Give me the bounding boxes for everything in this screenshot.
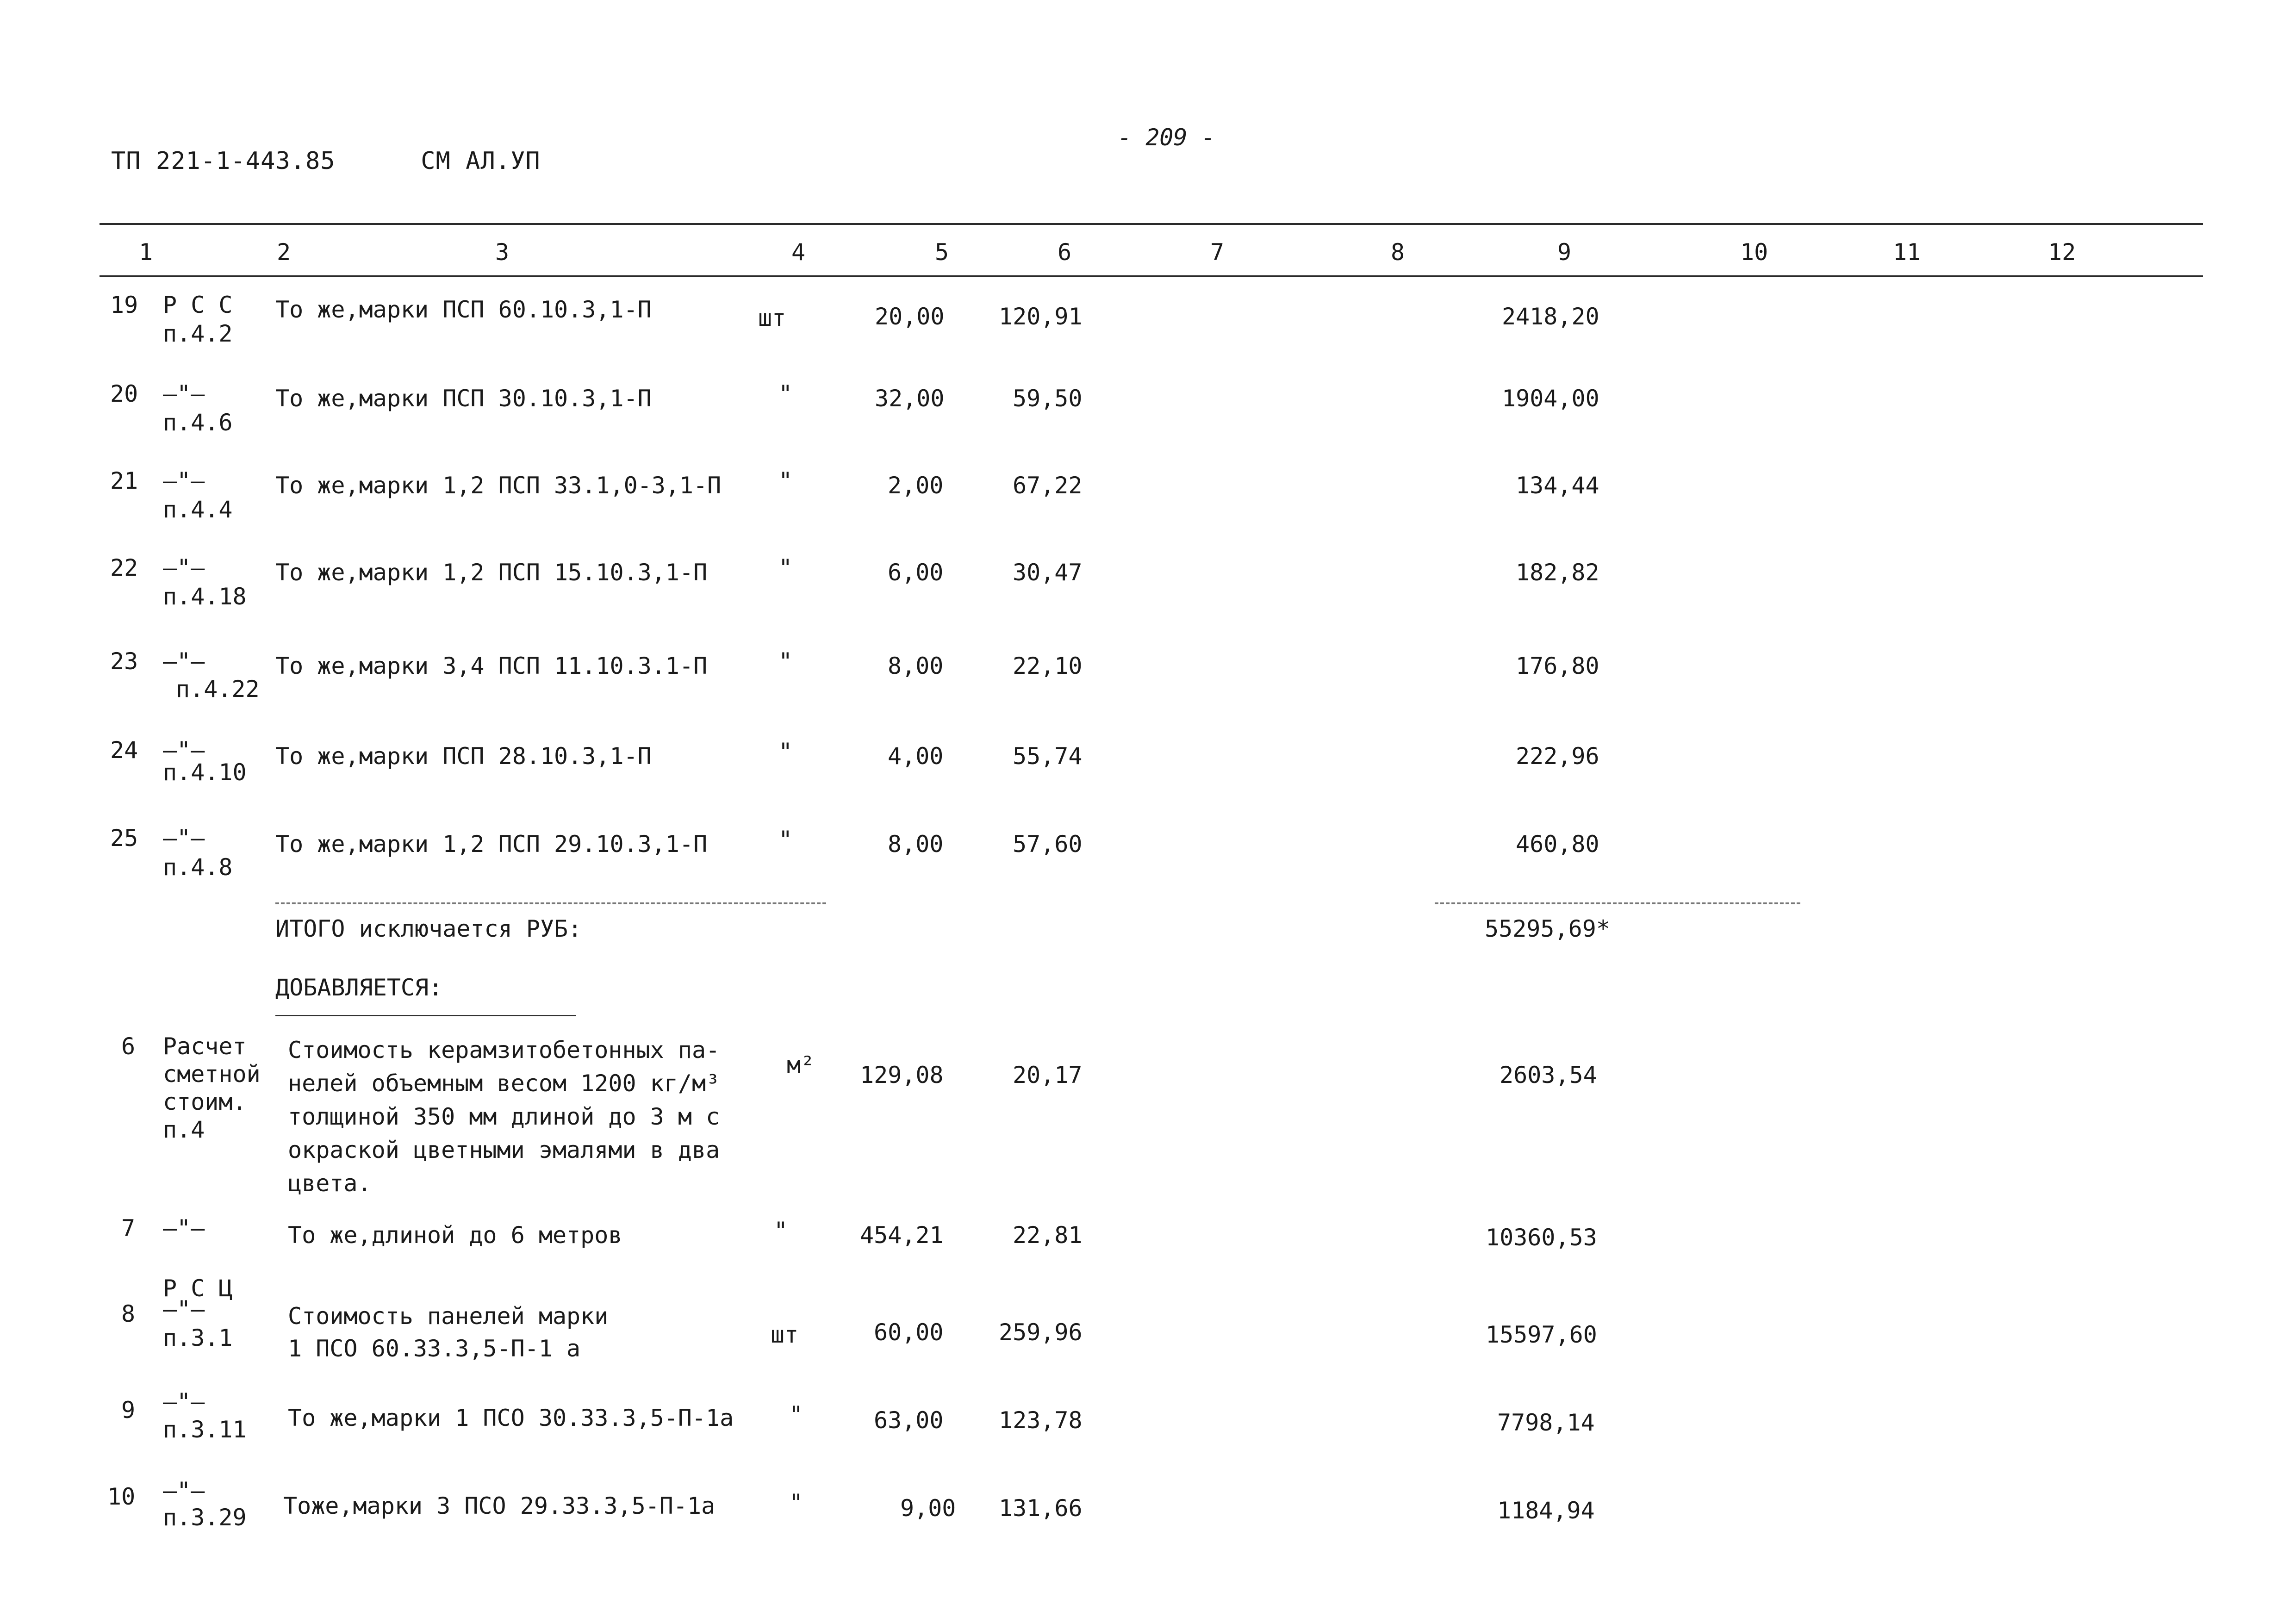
row-quantity: 4,00 — [888, 743, 944, 770]
row-description-line: окраской цветными эмалями в два — [288, 1137, 720, 1163]
table-top-rule — [100, 223, 2203, 225]
col-header-3: 3 — [495, 239, 510, 266]
row-description: То же,марки 1,2 ПСП 15.10.3,1-П — [275, 559, 708, 586]
row-unit: " — [778, 738, 793, 765]
row-price: 30,47 — [1013, 559, 1083, 586]
row-description-line: То же,марки 1 ПСО 30.33.3,5-П-1а — [288, 1405, 734, 1431]
col-header-8: 8 — [1391, 239, 1405, 266]
row-ref-item: п.4.18 — [163, 583, 247, 610]
row-price: 22,81 — [1013, 1222, 1083, 1249]
row-ref-line: —"— — [163, 1215, 205, 1242]
row-quantity: 8,00 — [888, 831, 944, 858]
row-unit: " — [778, 648, 793, 675]
row-ref-line: п.4 — [163, 1116, 205, 1143]
row-total: 2603,54 — [1500, 1062, 1597, 1088]
row-quantity: 32,00 — [875, 385, 945, 412]
row-ref: —"— — [163, 825, 205, 852]
row-total: 134,44 — [1516, 472, 1599, 499]
row-number: 21 — [110, 467, 138, 494]
row-unit: шт — [758, 305, 786, 331]
row-total: 2418,20 — [1502, 303, 1599, 330]
row-quantity: 454,21 — [860, 1222, 944, 1249]
col-header-7: 7 — [1210, 239, 1225, 266]
row-description-line: Стоимость панелей марки — [288, 1303, 609, 1330]
row-ref-line: —"— — [163, 1296, 205, 1323]
col-header-4: 4 — [791, 239, 806, 266]
row-ref-item: п.4.10 — [163, 759, 247, 786]
row-price: 20,17 — [1013, 1062, 1083, 1088]
row-ref-line: стоим. — [163, 1088, 247, 1115]
row-ref-line: п.3.1 — [163, 1325, 233, 1351]
added-section-label: ДОБАВЛЯЕТСЯ: — [275, 974, 443, 1001]
page-number: - 209 - — [1118, 124, 1215, 151]
added-label-underline — [275, 1015, 576, 1016]
row-ref-line: —"— — [163, 1388, 205, 1415]
row-total: 176,80 — [1516, 653, 1599, 679]
row-ref-item: п.4.6 — [163, 409, 233, 436]
row-total: 7798,14 — [1497, 1409, 1595, 1436]
row-ref: —"— — [163, 648, 205, 675]
col-header-1: 1 — [139, 239, 153, 266]
row-description-line: 1 ПСО 60.33.3,5-П-1 а — [288, 1335, 581, 1362]
doc-code-text: ТП 221-1-443.85 — [111, 147, 336, 175]
row-ref-line: п.3.29 — [163, 1504, 247, 1531]
row-number: 19 — [110, 292, 138, 318]
row-ref: —"— — [163, 380, 205, 407]
row-unit: шт — [771, 1321, 799, 1348]
row-description: То же,марки 1,2 ПСП 29.10.3,1-П — [275, 831, 708, 858]
row-number: 8 — [121, 1300, 136, 1327]
row-number: 6 — [121, 1033, 136, 1060]
row-ref-item: п.4.2 — [163, 320, 233, 347]
row-price: 57,60 — [1013, 831, 1083, 858]
row-price: 259,96 — [999, 1319, 1083, 1346]
row-total: 1904,00 — [1502, 385, 1599, 412]
row-quantity: 8,00 — [888, 653, 944, 679]
row-description-line: цвета. — [288, 1170, 372, 1197]
row-total: 15597,60 — [1486, 1321, 1597, 1348]
row-unit: " — [778, 380, 793, 407]
doc-section-text: СМ АЛ.УП — [421, 147, 541, 175]
row-ref: —"— — [163, 467, 205, 494]
row-unit: " — [774, 1217, 788, 1244]
row-number: 10 — [107, 1483, 136, 1510]
row-ref-line: п.3.11 — [163, 1416, 247, 1443]
row-price: 123,78 — [999, 1407, 1083, 1434]
row-quantity: 60,00 — [874, 1319, 944, 1346]
row-ref: —"— — [163, 737, 205, 764]
row-ref-line: —"— — [163, 1477, 205, 1504]
row-price: 67,22 — [1013, 472, 1083, 499]
row-ref-item: п.4.4 — [163, 496, 233, 523]
row-quantity: 6,00 — [888, 559, 944, 586]
row-unit: м² — [787, 1051, 815, 1078]
row-total: 1184,94 — [1497, 1497, 1595, 1524]
row-unit: " — [778, 554, 793, 581]
row-number: 9 — [121, 1397, 136, 1424]
row-price: 59,50 — [1013, 385, 1083, 412]
row-description: То же,марки 1,2 ПСП 33.1,0-3,1-П — [275, 472, 722, 499]
row-price: 120,91 — [999, 303, 1083, 330]
row-ref-item: п.4.22 — [176, 676, 260, 703]
row-quantity: 20,00 — [875, 303, 945, 330]
row-description-line: Тоже,марки 3 ПСО 29.33.3,5-П-1а — [283, 1492, 716, 1519]
row-unit: " — [778, 467, 793, 494]
separator-dashed-right — [1435, 902, 1800, 904]
row-price: 55,74 — [1013, 743, 1083, 770]
row-description-line: нелей объемным весом 1200 кг/м³ — [288, 1070, 720, 1097]
row-description: То же,марки ПСП 28.10.3,1-П — [275, 743, 652, 770]
row-quantity: 63,00 — [874, 1407, 944, 1434]
row-total: 222,96 — [1516, 743, 1599, 770]
row-unit: " — [789, 1401, 803, 1428]
row-number: 25 — [110, 825, 138, 852]
row-total: 182,82 — [1516, 559, 1599, 586]
row-ref-line: сметной — [163, 1061, 261, 1088]
row-description: То же,марки 3,4 ПСП 11.10.3.1-П — [275, 653, 708, 679]
table-header-rule — [100, 275, 2203, 277]
row-quantity: 129,08 — [860, 1062, 944, 1088]
total-excluded-label: ИТОГО исключается РУБ: — [275, 915, 582, 942]
col-header-5: 5 — [935, 239, 949, 266]
row-total: 460,80 — [1516, 831, 1599, 858]
col-header-6: 6 — [1058, 239, 1072, 266]
row-unit: " — [778, 826, 793, 853]
row-price: 22,10 — [1013, 653, 1083, 679]
row-description: То же,марки ПСП 60.10.3,1-П — [275, 296, 652, 323]
row-quantity: 9,00 — [900, 1495, 956, 1522]
row-unit: " — [789, 1489, 803, 1516]
row-description-line: Стоимость керамзитобетонных па- — [288, 1037, 720, 1063]
col-header-11: 11 — [1893, 239, 1921, 266]
row-number: 23 — [110, 648, 138, 675]
document-code — [111, 147, 541, 175]
col-header-9: 9 — [1557, 239, 1572, 266]
row-description-line: То же,длиной до 6 метров — [288, 1222, 622, 1249]
total-excluded-value: 55295,69* — [1485, 915, 1610, 942]
row-ref: —"— — [163, 554, 205, 581]
row-ref-line: Р С Ц — [163, 1275, 233, 1302]
row-number: 20 — [110, 380, 138, 407]
separator-dashed-left — [275, 902, 826, 904]
row-quantity: 2,00 — [888, 472, 944, 499]
row-number: 7 — [121, 1215, 136, 1242]
row-ref-item: п.4.8 — [163, 854, 233, 881]
col-header-12: 12 — [2048, 239, 2076, 266]
row-total: 10360,53 — [1486, 1224, 1597, 1251]
row-price: 131,66 — [999, 1495, 1083, 1522]
row-ref: Р С С — [163, 292, 233, 318]
row-description-line: толщиной 350 мм длиной до 3 м с — [288, 1103, 720, 1130]
col-header-2: 2 — [277, 239, 291, 266]
row-description: То же,марки ПСП 30.10.3,1-П — [275, 385, 652, 412]
row-number: 22 — [110, 554, 138, 581]
row-ref-line: Расчет — [163, 1033, 247, 1060]
row-number: 24 — [110, 737, 138, 764]
col-header-10: 10 — [1740, 239, 1768, 266]
